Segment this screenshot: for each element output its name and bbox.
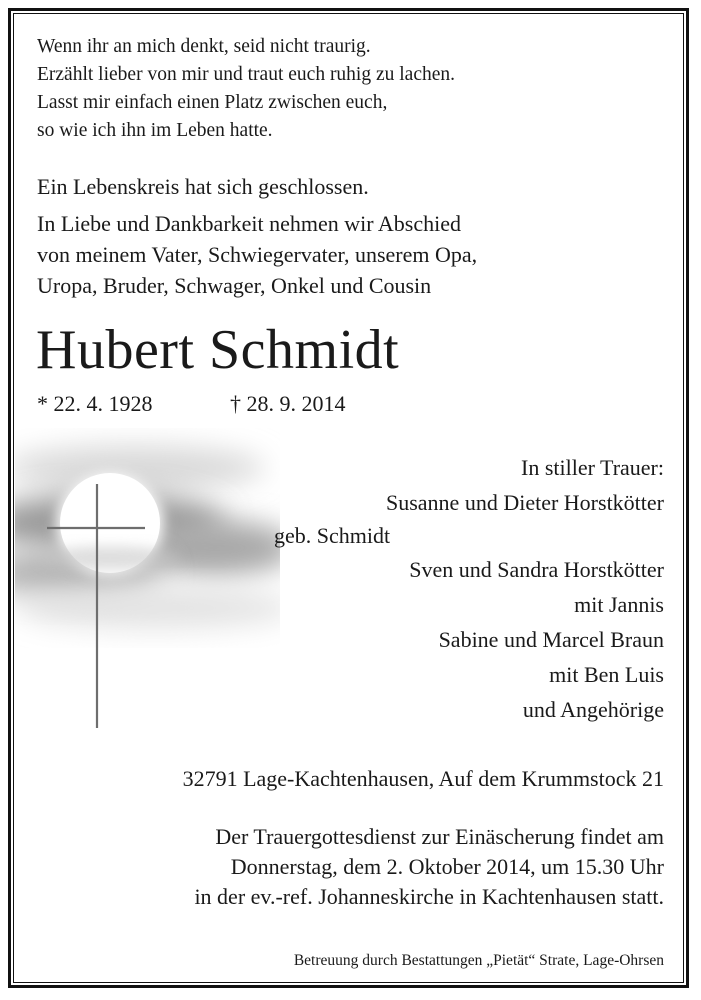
death-date: † 28. 9. 2014 <box>230 391 346 416</box>
poem-line: so wie ich ihn im Leben hatte. <box>37 120 273 141</box>
mourner-line: mit Jannis <box>574 592 664 617</box>
mourner-line: Sven und Sandra Horstkötter <box>409 557 664 582</box>
service-line: in der ev.-ref. Johanneskirche in Kachtenhausen statt. <box>194 884 664 909</box>
poem-line: Erzählt lieber von mir und traut euch ruhig zu lachen. <box>37 64 456 85</box>
mourners-heading: In stiller Trauer: <box>521 455 664 480</box>
mourner-line: Susanne und Dieter Horstkötter <box>386 490 664 515</box>
funeral-home-footer: Betreuung durch Bestattungen „Pietät“ Strate, Lage-Ohrsen <box>293 952 664 969</box>
mourner-line: Sabine und Marcel Braun <box>438 627 664 652</box>
service-line: Der Trauergottesdienst zur Einäscherung findet am <box>215 824 664 849</box>
address: 32791 Lage-Kachtenhausen, Auf dem Krummstock 21 <box>182 766 664 791</box>
mourner-line: mit Ben Luis <box>549 662 664 687</box>
poem-line: Wenn ihr an mich denkt, seid nicht traurig. <box>37 36 371 57</box>
intro-line: Uropa, Bruder, Schwager, Onkel und Cousin <box>37 273 432 298</box>
mourner-line: und Angehörige <box>522 697 664 722</box>
poem-line: Lasst mir einfach einen Platz zwischen euch, <box>37 92 388 113</box>
poem <box>37 33 455 145</box>
intro-first-line: Ein Lebenskreis hat sich geschlossen. <box>37 174 369 199</box>
birth-date: * 22. 4. 1928 <box>37 391 153 416</box>
mourner-note: geb. Schmidt <box>274 523 391 548</box>
service-line: Donnerstag, dem 2. Oktober 2014, um 15.30 Uhr <box>230 854 664 879</box>
intro-line: von meinem Vater, Schwiegervater, unserem Opa, <box>37 242 478 267</box>
mourners-list <box>244 450 664 727</box>
service-info <box>194 822 664 912</box>
intro-line: In Liebe und Dankbarkeit nehmen wir Abschied <box>37 211 461 236</box>
deceased-name: Hubert Schmidt <box>36 319 400 381</box>
intro-text <box>37 171 477 301</box>
moon-with-cross-icon <box>15 428 280 728</box>
